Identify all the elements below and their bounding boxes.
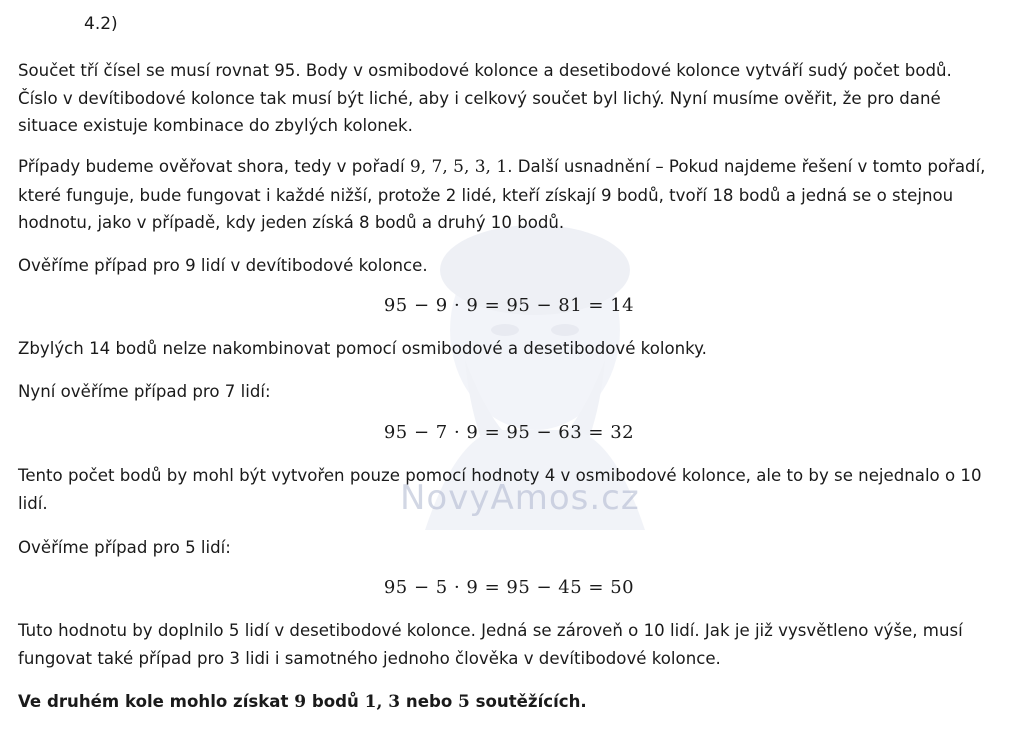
conclusion-m3: 5 (458, 692, 470, 712)
section-number: 4.2) (84, 14, 118, 34)
watermark-text: NovyAmos.cz (400, 478, 640, 518)
paragraph-remaining-14: Zbylých 14 bodů nelze nakombinovat pomocí osmibodové a desetibodové kolonky. (18, 339, 707, 358)
equation-case-9: 95 − 9 · 9 = 95 − 81 = 14 (383, 295, 635, 316)
paragraph-case-7: Nyní ověříme případ pro 7 lidí: (18, 382, 271, 401)
conclusion-t1: Ve druhém kole mohlo získat (18, 692, 295, 711)
equation-case-7: 95 − 7 · 9 = 95 − 63 = 32 (383, 422, 635, 443)
cases-text-after: . Další usnadnění – Pokud najdeme řešení v tomto pořadí, které funguje, bude fungovat i každé nižší, protože 2 lidé, kteří získají 9 bodů, tvoří 18 bodů a jedná se o stejnou hodnotu, jako v případě, kdy jeden získá 8 bodů a druhý 10 bodů. (18, 157, 986, 232)
conclusion-m1: 9 (294, 692, 307, 712)
paragraph-case-5-explanation: Tuto hodnotu by doplnilo 5 lidí v desetibodové kolonce. Jedná se zároveň o 10 lidí. Jak je již vysvětleno výše, musí fungovat také případ pro 3 lidi i samotného jednoho člověka v devítibodové kolonce. (18, 621, 963, 668)
paragraph-case-5: Ověříme případ pro 5 lidí: (18, 538, 231, 557)
conclusion (18, 688, 993, 717)
conclusion-t2: bodů (306, 692, 365, 711)
conclusion-t4: soutěžících. (469, 692, 587, 711)
conclusion-m2: 1, 3 (364, 692, 401, 712)
equation-case-5: 95 − 5 · 9 = 95 − 45 = 50 (383, 577, 635, 598)
cases-order-math: 9, 7, 5, 3, 1 (409, 157, 508, 177)
cases-text-before: Případy budeme ověřovat shora, tedy v pořadí (18, 157, 410, 176)
paragraph-cases (18, 153, 993, 237)
paragraph-case-9: Ověříme případ pro 9 lidí v devítibodové kolonce. (18, 256, 428, 275)
paragraph-case-7-explanation: Tento počet bodů by mohl být vytvořen pouze pomocí hodnoty 4 v osmibodové kolonce, ale to by se nejednalo o 10 lidí. (18, 466, 982, 513)
paragraph-intro: Součet tří čísel se musí rovnat 95. Body v osmibodové kolonce a desetibodové kolonce vytváří sudý počet bodů. Číslo v devítibodové kolonce tak musí být liché, aby i celkový součet byl lichý. Nyní musíme ověřit, že pro dané situace existuje kombinace do zbylých kolonek. (18, 61, 952, 135)
conclusion-t3: nebo (400, 692, 459, 711)
